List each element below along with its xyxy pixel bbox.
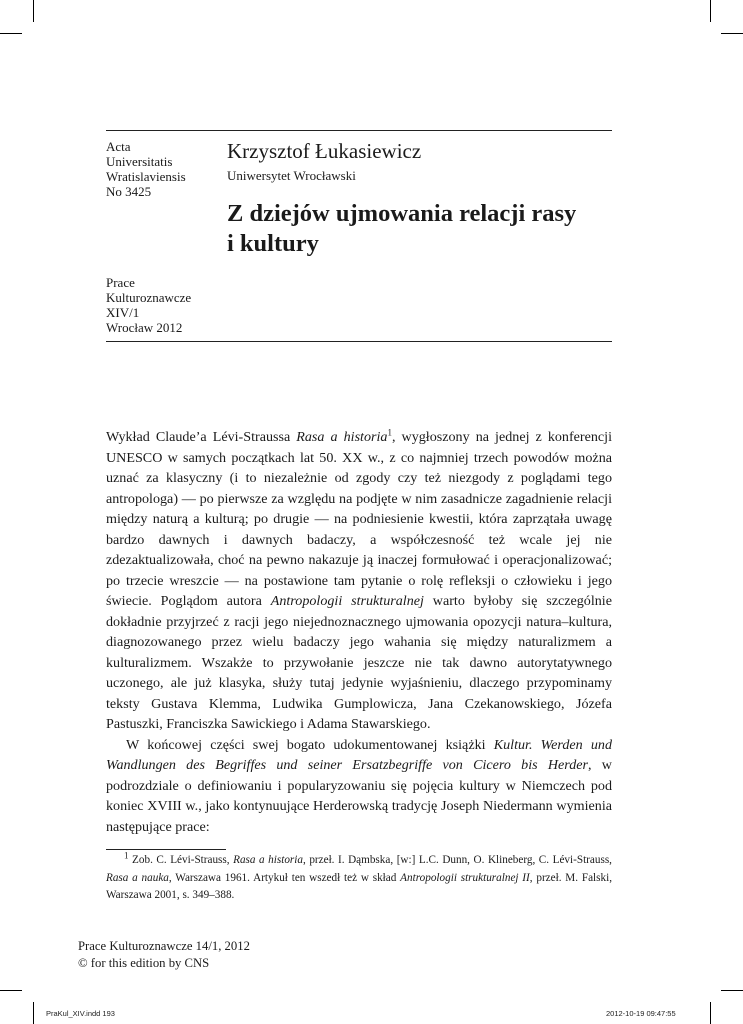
crop-mark-top-right: [710, 0, 711, 22]
article-author: Krzysztof Łukasiewicz: [227, 139, 422, 163]
series-line: Prace: [106, 275, 135, 290]
crop-mark-bottom-left: [33, 1002, 34, 1024]
paragraph-2: W końcowej części swej bogato udokumentowanej książki Kultur. Werden und Wandlungen des Begriffes und seiner Ersatzbegriffe von Cicero bis Herder, w podrozdziale o definiowaniu i popularyzowaniu się pojęcia kultury w Niemczech pod koniec XVIII w., jako kontynuujące Herderowską tradycję Joseph Niedermann wymienia następujące prace:: [106, 736, 612, 835]
paragraph-1: Wykład Claude’a Lévi-Straussa Rasa a historia$^1$, wygłoszony na jednej z konferencji UNESCO w samych początkach lat 50. XX w., z co najmniej trzech powodów można uznać za klasyczny (i to niezależnie od zgody czy też niezgody z poglądami tego antropologa) — po pierwsze za względu na podjęte w nim zasadnicze zagadnienie relacji między naturą a kulturą; po drugie — na podniesienie kwestii, która zaprzątała uwagę bardzo dawnych i dawnych badaczy, a współczesność też wcale jej nie zdezaktualizowała, choć na pewno nakazuje ją inaczej formułować i operacjonalizować; po trzecie wreszcie — na postawione tam pytanie o rolę refleksji o człowieku i jego świecie. Poglądom autora Antropologii strukturalnej warto byłoby się szczególnie dokładnie przyjrzeć z racji jego niejednoznacznego ujmowania opozycji natura–kultura, diagnozowanego przez wielu badaczy jego wahania się między naturalizmem a kulturalizmem. Wszakże to przywołanie jeszcze nie tak dawno autorytatywnego uczonego, ale już klasyka, służy tutaj jedynie wyjaśnieniu, dlaczego przypominamy teksty Gustava Klemma, Ludwika Gumplowicza, Jana Czekanowskiego, Józefa Pastuszki, Franciszka Sawickiego i Adama Stawarskiego.: [106, 427, 613, 732]
crop-mark-top-left: [33, 0, 34, 22]
copyright-line: © for this edition by CNS: [78, 956, 210, 970]
footnote-number: 1: [124, 850, 129, 861]
article-title: [227, 199, 612, 259]
crop-mark-right-top: [721, 33, 743, 34]
footnote-1: $^1$ Zob. C. Lévi-Strauss, Rasa a historia, przeł. I. Dąmbska, [w:] L.C. Dunn, O. Klineberg, C. Lévi-Strauss, Rasa a nauka, Warszawa 1961. Artykuł ten wszedł też w skład Antropologii strukturalnej II, przeł. M. Falski, Warszawa 2001, s. 349–388.: [106, 850, 612, 901]
header-bottom-rule: [106, 341, 612, 342]
header-top-rule: [106, 130, 612, 131]
footnote-reference[interactable]: 1: [387, 427, 392, 438]
crop-mark-left-top: [0, 33, 22, 34]
title-line-1: Z dziejów ujmowania relacji rasy: [227, 200, 577, 227]
copyright-credit: [78, 938, 250, 972]
series-place-year: Wrocław 2012: [106, 320, 183, 335]
slug-filename: PraKul_XIV.indd 193: [46, 1009, 115, 1018]
series-volume: XIV/1: [106, 305, 140, 320]
title-line-2: i kultury: [227, 230, 319, 257]
journal-block: [106, 139, 186, 199]
article-body: [106, 427, 612, 837]
footnote: [106, 852, 612, 905]
journal-line: Acta: [106, 139, 131, 154]
journal-number: No 3425: [106, 184, 152, 199]
crop-mark-right-bottom: [721, 990, 743, 991]
crop-mark-left-bottom: [0, 990, 22, 991]
slug-timestamp: 2012-10-19 09:47:55: [606, 1009, 676, 1018]
work-title: Kultur. Werden und Wandlungen des Begriffes und seiner Ersatzbegriffe von Cicero bis Herder: [106, 736, 612, 773]
series-block: [106, 275, 191, 335]
author-affiliation: Uniwersytet Wrocławski: [227, 168, 356, 183]
journal-citation: Prace Kulturoznawcze 14/1, 2012: [78, 939, 250, 953]
work-title: Rasa a historia: [296, 429, 388, 445]
journal-line: Wratislaviensis: [106, 169, 186, 184]
journal-line: Universitatis: [106, 154, 173, 169]
crop-mark-bottom-right: [710, 1002, 711, 1024]
work-title: Antropologii strukturalnej: [270, 593, 424, 609]
series-line: Kulturoznawcze: [106, 290, 192, 305]
